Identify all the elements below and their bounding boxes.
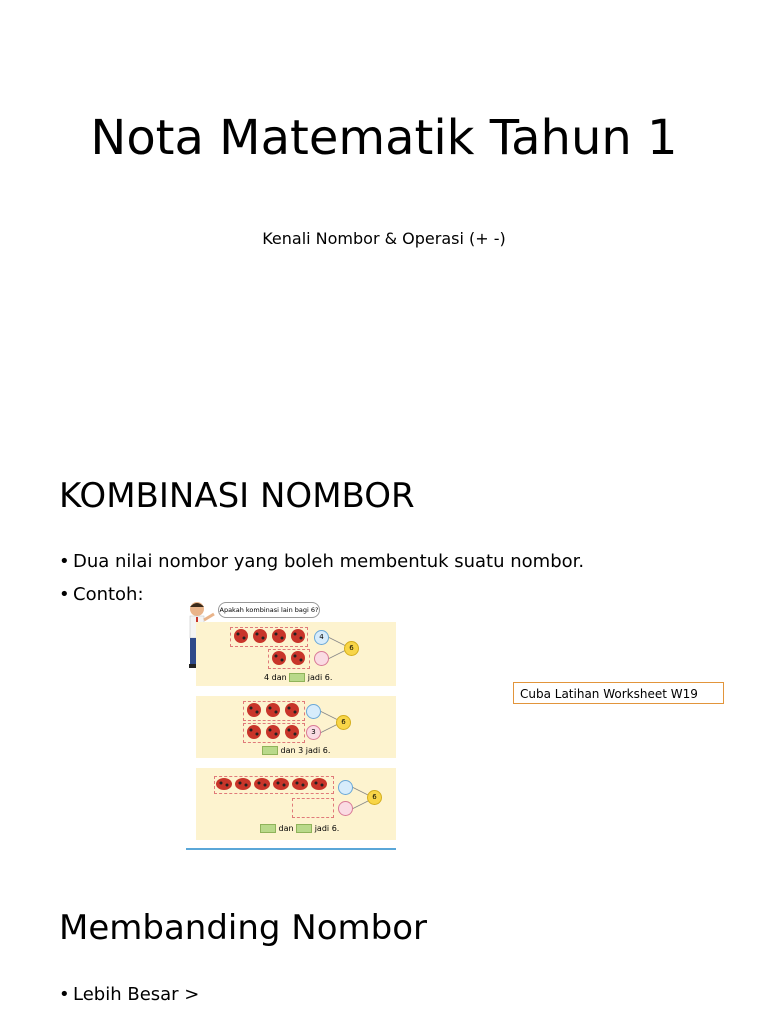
bullet-text: Contoh: bbox=[73, 584, 144, 605]
bond-bottom-circle: 3 bbox=[306, 725, 321, 740]
slide-subtitle: Kenali Nombor & Operasi (+ -) bbox=[262, 229, 506, 248]
example-panel-1 bbox=[196, 622, 396, 686]
panel-caption: dan 3 jadi 6. bbox=[262, 746, 330, 755]
worksheet-note: Cuba Latihan Worksheet W19 bbox=[513, 682, 724, 704]
section-heading-kombinasi: KOMBINASI NOMBOR bbox=[59, 476, 415, 516]
panel-caption: 4 dan jadi 6. bbox=[264, 673, 333, 682]
illustration-bottom-line bbox=[186, 848, 396, 850]
bullet-item: • Dua nilai nombor yang boleh membentuk suatu nombor. bbox=[59, 551, 585, 572]
example-panel-2 bbox=[196, 696, 396, 758]
ladybug-icons bbox=[216, 777, 334, 793]
slide-title: Nota Matematik Tahun 1 bbox=[90, 110, 678, 166]
example-illustration bbox=[184, 598, 398, 852]
bullet-text: Lebih Besar > bbox=[73, 984, 200, 1005]
bullet-text: Dua nilai nombor yang boleh membentuk suatu nombor. bbox=[73, 551, 585, 572]
ladybug-icons bbox=[245, 702, 305, 742]
bond-top-circle: 4 bbox=[314, 630, 329, 645]
example-panel-3 bbox=[196, 768, 396, 840]
bond-total-circle: 6 bbox=[367, 790, 382, 805]
ladybug-group-empty bbox=[292, 798, 334, 818]
panel-caption: dan jadi 6. bbox=[260, 824, 339, 833]
bullet-item: • Lebih Besar > bbox=[59, 984, 200, 1005]
ladybug-icons bbox=[232, 628, 312, 668]
bond-top-circle bbox=[338, 780, 353, 795]
bullet-item: • Contoh: bbox=[59, 584, 144, 605]
bond-bottom-circle bbox=[338, 801, 353, 816]
bond-bottom-circle bbox=[314, 651, 329, 666]
bond-total-circle: 6 bbox=[336, 715, 351, 730]
section-heading-membanding: Membanding Nombor bbox=[59, 908, 428, 948]
bond-total-circle: 6 bbox=[344, 641, 359, 656]
bond-top-circle bbox=[306, 704, 321, 719]
speech-bubble: Apakah kombinasi lain bagi 6? bbox=[218, 602, 320, 618]
